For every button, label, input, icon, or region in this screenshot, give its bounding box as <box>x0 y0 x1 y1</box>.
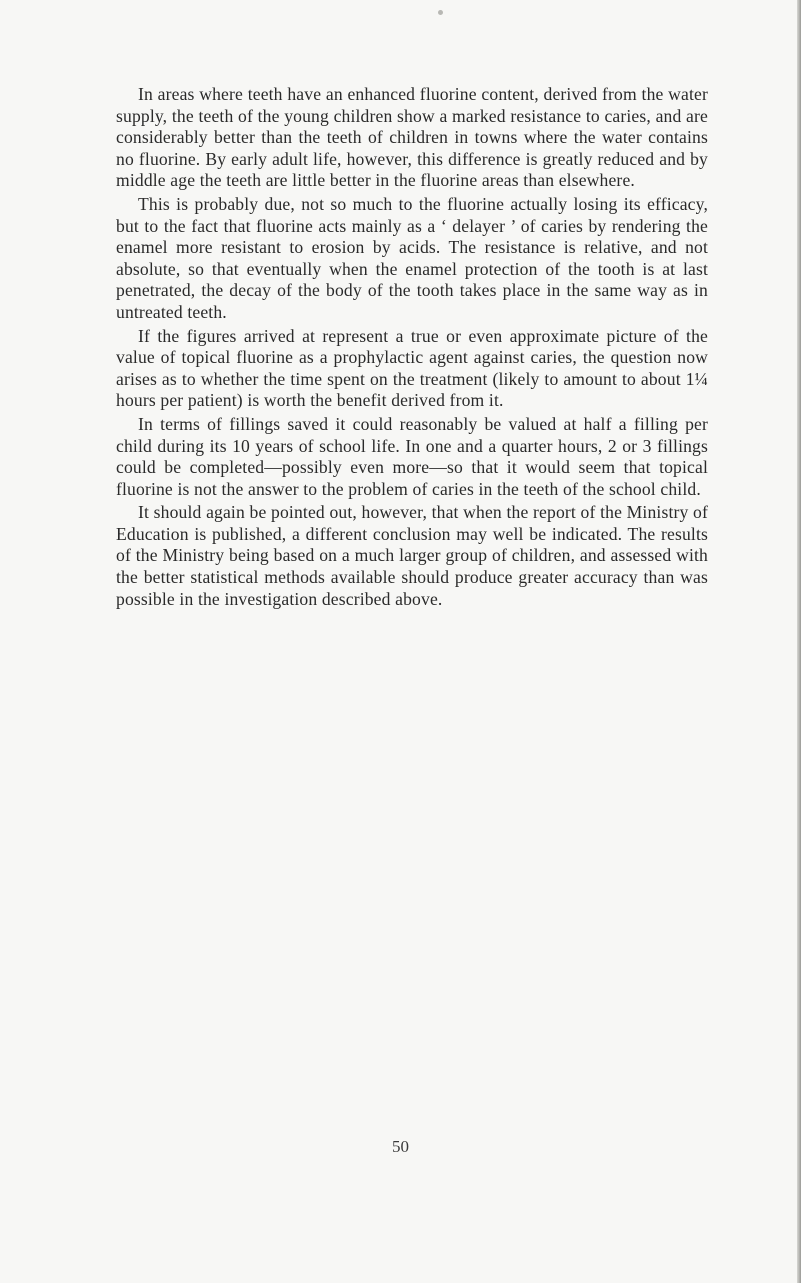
page-speck <box>438 10 443 15</box>
page-edge-shadow <box>797 0 801 1283</box>
paragraph-3: If the figures arrived at represent a true or even approximate picture of the value of topical fluorine as a prophylactic agent against caries, the question now arises as to whether the time spent on the treatment (likely to amount to about 1¼ hours per patient) is worth the benefit derived from it. <box>116 325 708 411</box>
paragraph-2: This is probably due, not so much to the fluorine actually losing its efficacy, but to the fact that fluorine acts mainly as a ‘ delayer ’ of caries by rendering the enamel more resistant to erosion by acids. The resistance is relative, and not absolute, so that eventually when the enamel protection of the tooth is at last penetrated, the decay of the body of the tooth takes place in the same way as in untreated teeth. <box>116 193 708 322</box>
paragraph-4: In terms of fillings saved it could reasonably be valued at half a filling per child during its 10 years of school life. In one and a quarter hours, 2 or 3 fillings could be completed—possibly even more—so that it would seem that topical fluorine is not the answer to the problem of caries in the teeth of the school child. <box>116 413 708 499</box>
paragraph-1: In areas where teeth have an enhanced fluorine content, derived from the water supply, the teeth of the young children show a marked resistance to caries, and are considerably better than the teeth of children in towns where the water contains no fluorine. By early adult life, however, this difference is greatly reduced and by middle age the teeth are little better in the fluorine areas than elsewhere. <box>116 84 708 191</box>
paragraph-5: It should again be pointed out, however, that when the report of the Ministry of Education is published, a different conclusion may well be indicated. The results of the Ministry being based on a much larger group of children, and assessed with the better statistical methods available should produce greater accuracy than was possible in the investigation described above. <box>116 502 708 609</box>
page-number: 50 <box>392 1137 409 1156</box>
document-body <box>116 84 708 612</box>
